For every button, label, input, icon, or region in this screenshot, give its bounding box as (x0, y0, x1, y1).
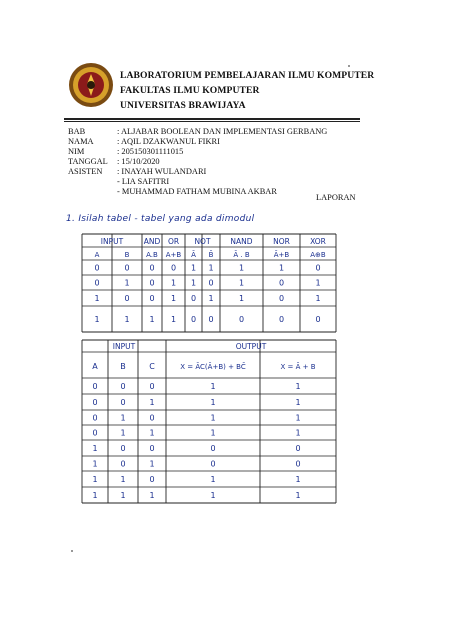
table2-cell: 0 (92, 382, 98, 391)
table2-cell: 0 (295, 444, 301, 453)
table2-cell: 1 (120, 413, 126, 423)
meta-asisten-3: - MUHAMMAD FATHAM MUBINA AKBAR (117, 187, 277, 196)
table2-cell: 0 (92, 428, 98, 438)
table2-sub-header: B (120, 362, 126, 371)
faculty-name: FAKULTAS ILMU KOMPUTER (120, 85, 260, 96)
table2-group-header: INPUT (112, 342, 136, 351)
table2-cell: 1 (210, 413, 216, 423)
table1-cell: 0 (190, 294, 197, 303)
table1-cell: 1 (238, 294, 245, 303)
meta-nama: NAMA : AQIL DZAKWANUL FIKRI (68, 137, 220, 146)
table1-group-header: OR (167, 237, 180, 246)
table1-cell: 1 (208, 263, 214, 273)
table1-sub-header: A (94, 251, 100, 259)
table1-cell: 0 (190, 315, 197, 324)
table1-cell: 0 (170, 263, 177, 273)
table2-cell: 1 (210, 382, 216, 391)
table1-cell: 0 (149, 294, 155, 303)
table1-cell: 1 (315, 294, 321, 303)
table2-group-header: OUTPUT (235, 342, 267, 351)
table2-cell: 1 (92, 459, 98, 469)
table2-cell: 1 (149, 428, 155, 438)
table2-cell: 1 (92, 475, 98, 484)
table1-cell: 0 (94, 263, 100, 273)
table1-cell: 1 (170, 294, 177, 303)
meta-nim: NIM : 205150301111015 (68, 147, 184, 156)
table2-cell: 1 (210, 475, 216, 484)
table2-cell: 0 (149, 475, 155, 484)
table1-cell: 1 (149, 315, 155, 324)
table2-cell: 0 (120, 382, 126, 391)
table1-sub-header: A+B (165, 251, 182, 259)
table2-cell: 0 (92, 398, 98, 407)
table1-cell: 0 (94, 278, 100, 288)
table1-cell: 1 (315, 278, 321, 288)
table2-cell: 0 (295, 459, 301, 469)
table1-cell: 0 (278, 294, 285, 303)
table1-group-header: NAND (230, 237, 253, 246)
table2-sub-header: A (92, 362, 98, 371)
table1-group-header: NOT (194, 237, 211, 246)
table1-cell: 1 (190, 263, 197, 273)
table2-cell: 0 (120, 459, 126, 469)
table1-cell: 1 (94, 315, 100, 324)
table2-cell: 1 (120, 428, 126, 438)
table1-cell: 0 (208, 278, 214, 288)
table2-cell: 1 (210, 428, 216, 438)
table2-cell: 1 (210, 398, 216, 407)
table2-sub-header: X = Ā + B (280, 363, 316, 371)
table2-cell: 1 (120, 491, 126, 500)
table2-sub-header: X = ĀC(Ā+B) + BC̄ (180, 363, 246, 371)
meta-asisten: ASISTEN : INAYAH WULANDARI (68, 167, 207, 176)
meta-tanggal: TANGGAL : 15/10/2020 (68, 157, 160, 166)
laporan-label: LAPORAN (316, 193, 356, 202)
table1-cell: 0 (124, 294, 130, 303)
table2-cell: 0 (149, 444, 155, 453)
table2-cell: 0 (120, 398, 126, 407)
meta-asisten-2: - LIA SAFITRI (117, 177, 170, 186)
table1-cell: 1 (124, 278, 130, 288)
table1-group-header: NOR (273, 237, 290, 246)
table2-cell: 1 (295, 491, 301, 500)
table2-cell: 1 (295, 475, 301, 484)
university-name: UNIVERSITAS BRAWIJAYA (120, 100, 246, 111)
lab-name: LABORATORIUM PEMBELAJARAN ILMU KOMPUTER (120, 70, 375, 81)
table1-sub-header: A⊕B (310, 251, 326, 259)
question-heading: 1. Isilah tabel - tabel yang ada dimodul (66, 214, 255, 224)
table1-cell: 1 (170, 315, 177, 324)
table1-group-header: XOR (310, 237, 326, 246)
table2-cell: 1 (149, 491, 155, 500)
table1-cell: 1 (190, 278, 197, 288)
table2-cell: 1 (295, 382, 301, 391)
table1-cell: 1 (170, 278, 177, 288)
table1-cell: 1 (208, 294, 214, 303)
table1-sub-header: Ā (191, 251, 196, 259)
table2-cell: 1 (210, 491, 216, 500)
table2-cell: 1 (149, 398, 155, 407)
table2-cell: 1 (149, 459, 155, 469)
table1-cell: 1 (238, 278, 245, 288)
table1-cell: 0 (238, 315, 245, 324)
table2-cell: 0 (149, 413, 155, 423)
table1-cell: 0 (315, 263, 321, 273)
table1-group-header: INPUT (100, 237, 124, 246)
meta-bab: BAB : ALJABAR BOOLEAN DAN IMPLEMENTASI GERBANG (68, 127, 328, 136)
table1-cell: 1 (94, 294, 100, 303)
table2-cell: 0 (92, 413, 98, 423)
table1-sub-header: Ā+B (273, 251, 290, 259)
table1-sub-header: B̄ (208, 251, 214, 259)
table1-group-header: AND (143, 237, 161, 246)
table2-cell: 1 (295, 428, 301, 438)
table1-cell: 0 (208, 315, 214, 324)
table2-cell: 0 (210, 459, 216, 469)
table1-cell: 0 (278, 315, 285, 324)
table1-sub-header: B (124, 251, 130, 259)
table2-cell: 0 (120, 444, 126, 453)
table1-cell: 1 (238, 263, 245, 273)
table1-cell: 1 (278, 263, 285, 273)
table1-sub-header: A.B (146, 251, 158, 259)
table2-cell: 1 (92, 491, 98, 500)
table2-cell: 0 (149, 382, 155, 391)
stray-mark (71, 550, 73, 552)
table1-cell: 0 (315, 315, 321, 324)
table1-cell: 1 (124, 315, 130, 324)
table2-cell: 1 (295, 398, 301, 407)
table2-sub-header: C (149, 362, 155, 371)
table1-sub-header: Ā . B (233, 251, 250, 259)
table2-cell: 1 (92, 444, 98, 453)
table1-cell: 0 (278, 278, 285, 288)
table1-cell: 0 (124, 263, 130, 273)
table2-cell: 1 (295, 413, 301, 423)
table1-cell: 0 (149, 263, 155, 273)
table1-cell: 0 (149, 278, 155, 288)
table2-cell: 0 (210, 444, 216, 453)
table2-cell: 1 (120, 475, 126, 484)
stray-mark (348, 65, 350, 67)
